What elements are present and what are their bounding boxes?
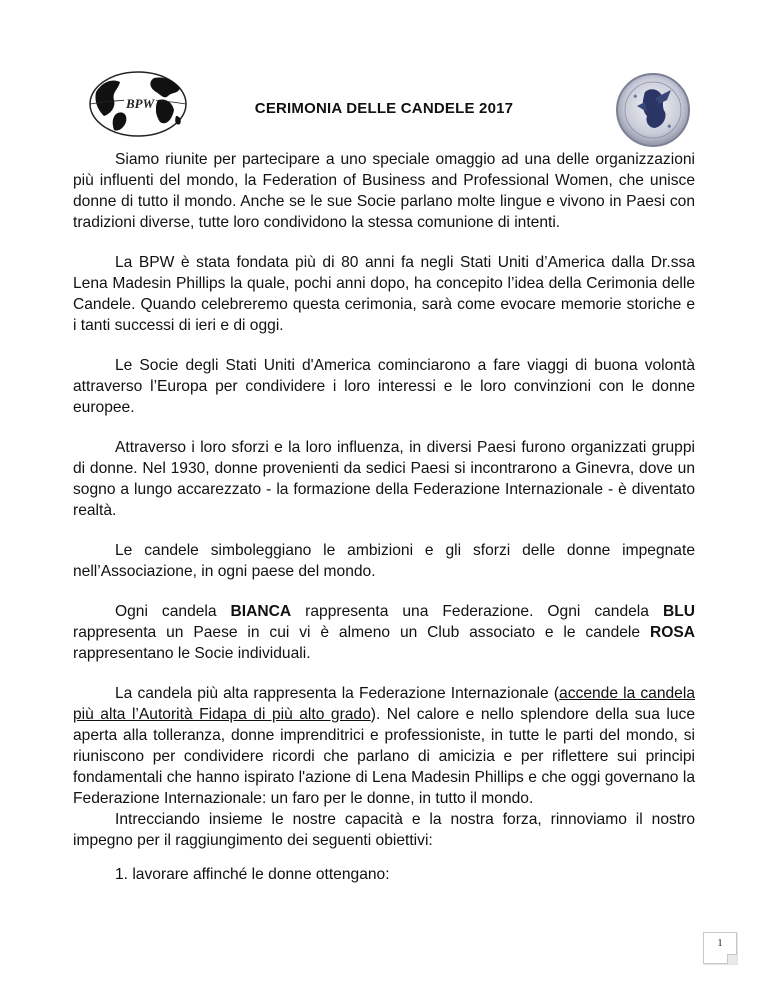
paragraph-geneva: Attraverso i loro sforzi e la loro influenza, in diversi Paesi furono organizzati gruppi di donne. Nel 1930, donne provenienti da sedici Paesi si incontrarono a Ginevra, dove un sogno a lungo accarezzato - la formazione della Federazione Internazionale - è diventato realtà. — [73, 439, 695, 519]
candle-pink-label: ROSA — [649, 624, 695, 641]
candle-white-label: BIANCA — [230, 603, 292, 620]
stage-direction: accende la candela più alta l’Autorità Fidapa di più alto grado — [73, 685, 695, 723]
candle-blue-label: BLU — [662, 603, 695, 620]
paragraph-history: La BPW è stata fondata più di 80 anni fa negli Stati Uniti d’America dalla Dr.ssa Lena Madesin Phillips la quale, pochi anni dopo, ha concepito l’idea della Cerimonia delle Candele. Quando celebreremo questa cerimonia, sarà come evocare memorie storiche e i tanti successi di ieri e di oggi. — [73, 254, 695, 334]
logo-text: BPW — [126, 96, 155, 111]
paragraph-intro: Siamo riunite per partecipare a uno speciale omaggio ad una delle organizzazioni più influenti del mondo, la Federation of Business and Professional Women, che unisce donne di tutto il mondo. Anche se le sue Socie parlano molte lingue e vivono in Paesi con tradizioni diverse, tutte loro condividono la stessa comunione di intenti. — [73, 151, 695, 231]
list-item: 1. lavorare affinché le donne ottengano: — [115, 866, 390, 883]
page-title: CERIMONIA DELLE CANDELE 2017 — [254, 100, 514, 117]
svg-text:❖: ❖ — [667, 124, 672, 130]
page-number: 1 — [703, 932, 737, 964]
paragraph-usa-members: Le Socie degli Stati Uniti d'America cominciarono a fare viaggi di buona volontà attraverso l’Europa per condividere i loro interessi e le loro convinzioni con le donne europee. — [73, 357, 695, 416]
paragraph-commitment: Intrecciando insieme le nostre capacità e la nostra forza, rinnoviamo il nostro impegno per il raggiungimento dei seguenti obiettivi: — [73, 811, 695, 849]
svg-text:❖: ❖ — [633, 94, 638, 100]
document-body — [73, 149, 695, 904]
paragraph-tallest-candle: La candela più alta rappresenta la Federazione Internazionale (accende la candela più alta l’Autorità Fidapa di più alto grado). Nel calore e nello splendore della sua luce aperta alla tolleranza, donne imprenditrici e professioniste, in tutte le parti del mondo, si riuniscono per condividere ricordi che parlano di amicizia e per riflettere sui principi fondamentali che hanno ispirato l'azione di Lena Madesin Phillips e che oggi governano la Federazione Internazionale: un faro per le donne, in tutto il mondo. — [73, 685, 695, 807]
paragraph-candles-symbol: Le candele simboleggiano le ambizioni e gli sforzi delle donne impegnate nell’Associazione, in ogni paese del mondo. — [73, 542, 695, 580]
paragraph-candle-colors: Ogni candela BIANCA rappresenta una Federazione. Ogni candela BLU rappresenta un Paese in cui vi è almeno un Club associato e le candele ROSA rappresentano le Socie individuali. — [73, 603, 695, 662]
